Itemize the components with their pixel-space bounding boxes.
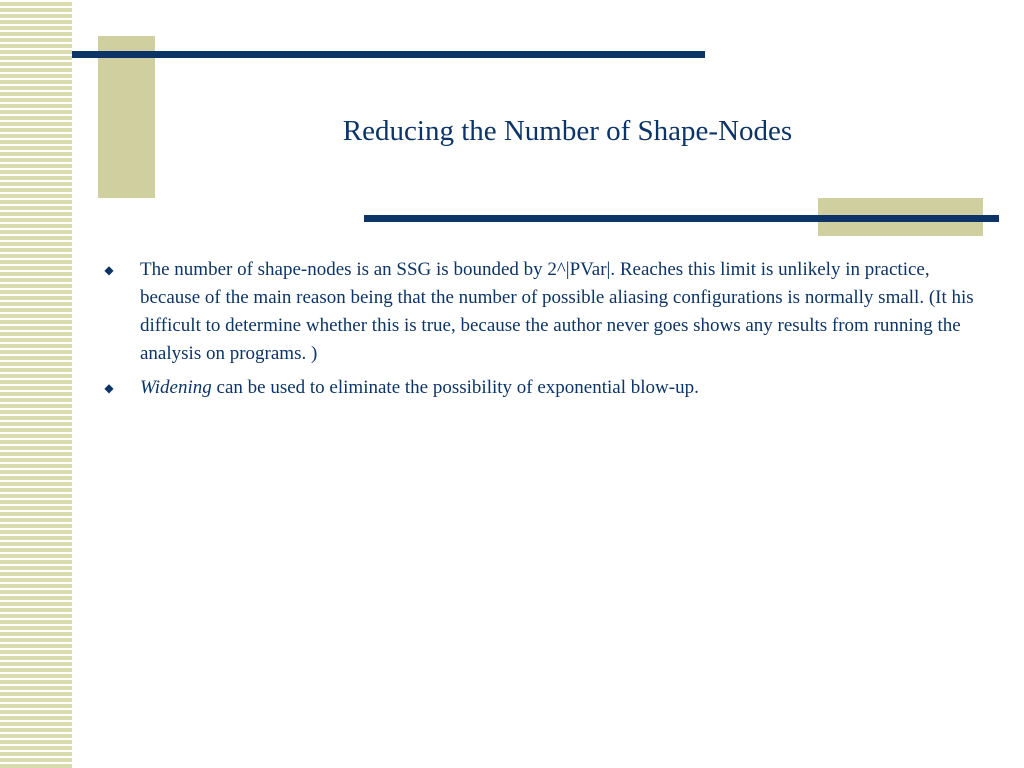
bullet-emphasis: Widening	[140, 377, 212, 398]
bullet-text: can be used to eliminate the possibility of exponential blow-up.	[211, 377, 699, 398]
slide-title: Reducing the Number of Shape-Nodes	[342, 115, 793, 147]
list-item	[102, 374, 982, 402]
list-item	[102, 256, 982, 368]
striped-margin-decoration	[0, 0, 73, 768]
navy-rule-bottom	[364, 215, 999, 222]
olive-accent-block-top	[98, 36, 155, 198]
bullet-text: The number of shape-nodes is an SSG is bounded by 2^|PVar|. Reaches this limit is unlikely in practice, because of the main reason being that the number of possible aliasing configurations is normally small. (It his difficult to determine whether this is true, because the author never goes shows any results from running the analysis on programs. )	[140, 259, 974, 364]
bullet-list	[102, 256, 982, 408]
navy-rule-top	[72, 51, 705, 58]
diamond-bullet-icon: ◆	[104, 381, 114, 395]
diamond-bullet-icon: ◆	[104, 263, 114, 277]
